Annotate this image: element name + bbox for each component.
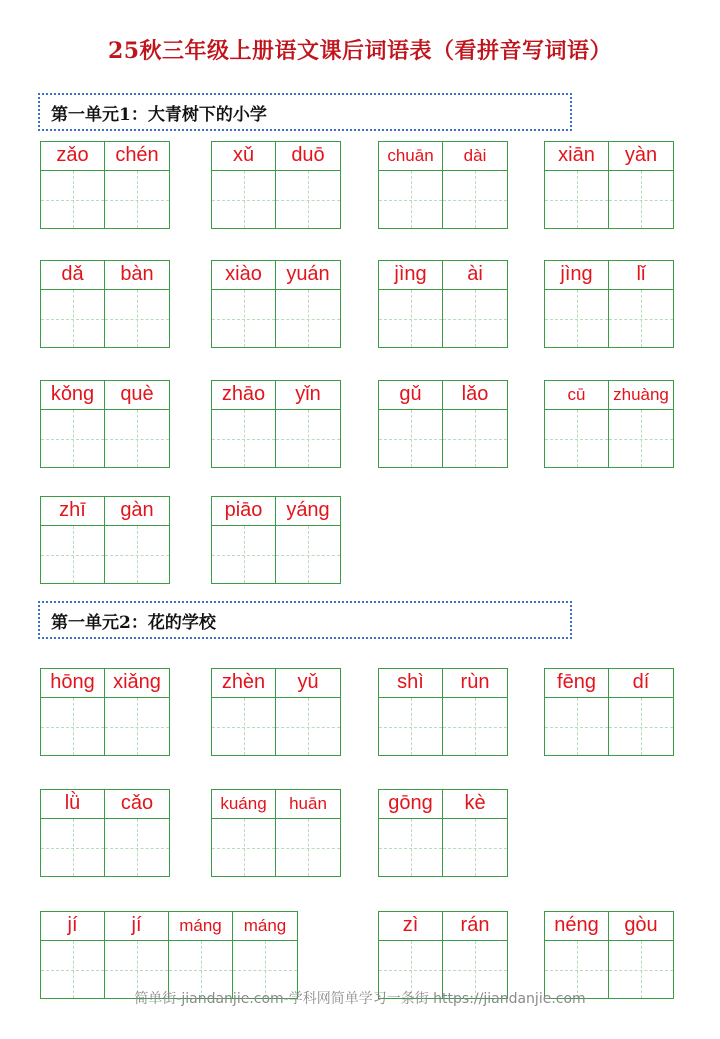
section-heading-2: 第一单元2：花的学校 [38,601,572,639]
char-cell [41,497,105,583]
pinyin: jí [41,912,104,941]
writing-grid[interactable] [41,698,104,755]
char-cell [276,142,340,228]
char-cell [41,381,105,467]
pinyin: zhāo [212,381,275,410]
pinyin: xiǎng [105,669,169,698]
section-heading-1: 第一单元1：大青树下的小学 [38,93,572,131]
writing-grid[interactable] [545,290,608,347]
char-cell [379,142,443,228]
pinyin: jí [105,912,168,941]
pinyin: jìng [545,261,608,290]
char-cell [233,912,297,998]
writing-grid[interactable] [609,698,673,755]
writing-grid[interactable] [379,698,442,755]
char-cell [41,790,105,876]
pinyin: lǎo [443,381,507,410]
char-cell [443,261,507,347]
pinyin: chén [105,142,169,171]
writing-grid[interactable] [276,290,340,347]
pinyin: zì [379,912,442,941]
writing-grid[interactable] [105,171,169,228]
word-box [211,380,341,468]
writing-grid[interactable] [545,698,608,755]
pinyin: huān [276,790,340,819]
char-cell [41,912,105,998]
char-cell [443,912,507,998]
writing-grid[interactable] [276,698,340,755]
pinyin: duō [276,142,340,171]
writing-grid[interactable] [609,290,673,347]
pinyin: yáng [276,497,340,526]
word-box [40,496,170,584]
char-cell [443,790,507,876]
writing-grid[interactable] [443,171,507,228]
pinyin: yàn [609,142,673,171]
writing-grid[interactable] [212,290,275,347]
page-title: 25秋三年级上册语文课后词语表（看拼音写词语） [107,38,613,64]
char-cell [443,142,507,228]
pinyin: kè [443,790,507,819]
word-box [211,496,341,584]
pinyin: zhī [41,497,104,526]
word-box [378,911,508,999]
writing-grid[interactable] [379,819,442,876]
writing-grid[interactable] [212,410,275,467]
word-box [544,380,674,468]
word-box [40,380,170,468]
char-cell [105,912,169,998]
pinyin: gòu [609,912,673,941]
word-box [544,911,674,999]
char-cell [609,261,673,347]
writing-grid[interactable] [41,526,104,583]
char-cell [609,142,673,228]
pinyin: yǐn [276,381,340,410]
word-box [211,668,341,756]
char-cell [212,142,276,228]
word-box [211,789,341,877]
pinyin: dǎ [41,261,104,290]
pinyin: lǜ [41,790,104,819]
writing-grid[interactable] [105,410,169,467]
word-box [40,260,170,348]
writing-grid[interactable] [545,171,608,228]
char-cell [276,381,340,467]
pinyin: dí [609,669,673,698]
char-cell [105,142,169,228]
char-cell [276,261,340,347]
char-cell [212,261,276,347]
pinyin: kǒng [41,381,104,410]
pinyin: bàn [105,261,169,290]
word-box [378,260,508,348]
writing-grid[interactable] [443,819,507,876]
char-cell [212,381,276,467]
writing-grid[interactable] [443,698,507,755]
writing-grid[interactable] [379,171,442,228]
pinyin: gàn [105,497,169,526]
writing-grid[interactable] [379,290,442,347]
writing-grid[interactable] [41,290,104,347]
char-cell [41,261,105,347]
char-cell [545,381,609,467]
writing-grid[interactable] [105,819,169,876]
pinyin: kuáng [212,790,275,819]
char-cell [105,669,169,755]
char-cell [379,669,443,755]
char-cell [545,669,609,755]
writing-grid[interactable] [276,171,340,228]
char-cell [105,497,169,583]
word-box [378,668,508,756]
pinyin: zhèn [212,669,275,698]
pinyin: gōng [379,790,442,819]
pinyin: chuān [379,142,442,171]
writing-grid[interactable] [276,819,340,876]
char-cell [379,912,443,998]
char-cell [609,669,673,755]
char-cell [212,790,276,876]
writing-grid[interactable] [609,410,673,467]
char-cell [379,261,443,347]
pinyin: néng [545,912,608,941]
word-box [378,789,508,877]
word-box [211,260,341,348]
writing-grid[interactable] [105,698,169,755]
writing-grid[interactable] [212,526,275,583]
char-cell [276,669,340,755]
char-cell [212,497,276,583]
pinyin: zǎo [41,142,104,171]
word-box [378,141,508,229]
pinyin: rùn [443,669,507,698]
pinyin: fēng [545,669,608,698]
char-cell [41,142,105,228]
pinyin: máng [233,912,297,941]
pinyin: xǔ [212,142,275,171]
char-cell [41,669,105,755]
word-box [40,668,170,756]
char-cell [443,381,507,467]
pinyin: xiào [212,261,275,290]
writing-grid[interactable] [276,410,340,467]
writing-grid[interactable] [105,526,169,583]
writing-grid[interactable] [41,171,104,228]
writing-grid[interactable] [212,698,275,755]
writing-grid[interactable] [545,410,608,467]
writing-grid[interactable] [41,410,104,467]
char-cell [443,669,507,755]
word-box [378,380,508,468]
char-cell [609,381,673,467]
pinyin: jìng [379,261,442,290]
pinyin: xiān [545,142,608,171]
writing-grid[interactable] [276,526,340,583]
char-cell [545,142,609,228]
char-cell [609,912,673,998]
writing-grid[interactable] [609,171,673,228]
word-box [40,789,170,877]
writing-grid[interactable] [379,410,442,467]
char-cell [379,790,443,876]
word-box [40,141,170,229]
word-box [544,141,674,229]
word-box [211,141,341,229]
pinyin: shì [379,669,442,698]
pinyin: hōng [41,669,104,698]
pinyin: yuán [276,261,340,290]
pinyin: cǎo [105,790,169,819]
char-cell [105,790,169,876]
pinyin: ài [443,261,507,290]
pinyin: rán [443,912,507,941]
char-cell [169,912,233,998]
pinyin: zhuàng [609,381,673,410]
char-cell [105,261,169,347]
writing-grid[interactable] [212,171,275,228]
pinyin: máng [169,912,232,941]
pinyin: piāo [212,497,275,526]
char-cell [276,497,340,583]
char-cell [212,669,276,755]
writing-grid[interactable] [212,819,275,876]
word-box [40,911,298,999]
pinyin: què [105,381,169,410]
writing-grid[interactable] [41,819,104,876]
char-cell [545,912,609,998]
char-cell [379,381,443,467]
char-cell [545,261,609,347]
word-box [544,668,674,756]
pinyin: cū [545,381,608,410]
footer-watermark: 简单街-jiandanjie.com-学科网简单学习一条街 https://jiandanjie.com [134,991,586,1007]
writing-grid[interactable] [443,410,507,467]
pinyin: lǐ [609,261,673,290]
char-cell [276,790,340,876]
pinyin: gǔ [379,381,442,410]
pinyin: yǔ [276,669,340,698]
word-box [544,260,674,348]
writing-grid[interactable] [105,290,169,347]
writing-grid[interactable] [443,290,507,347]
pinyin: dài [443,142,507,171]
char-cell [105,381,169,467]
